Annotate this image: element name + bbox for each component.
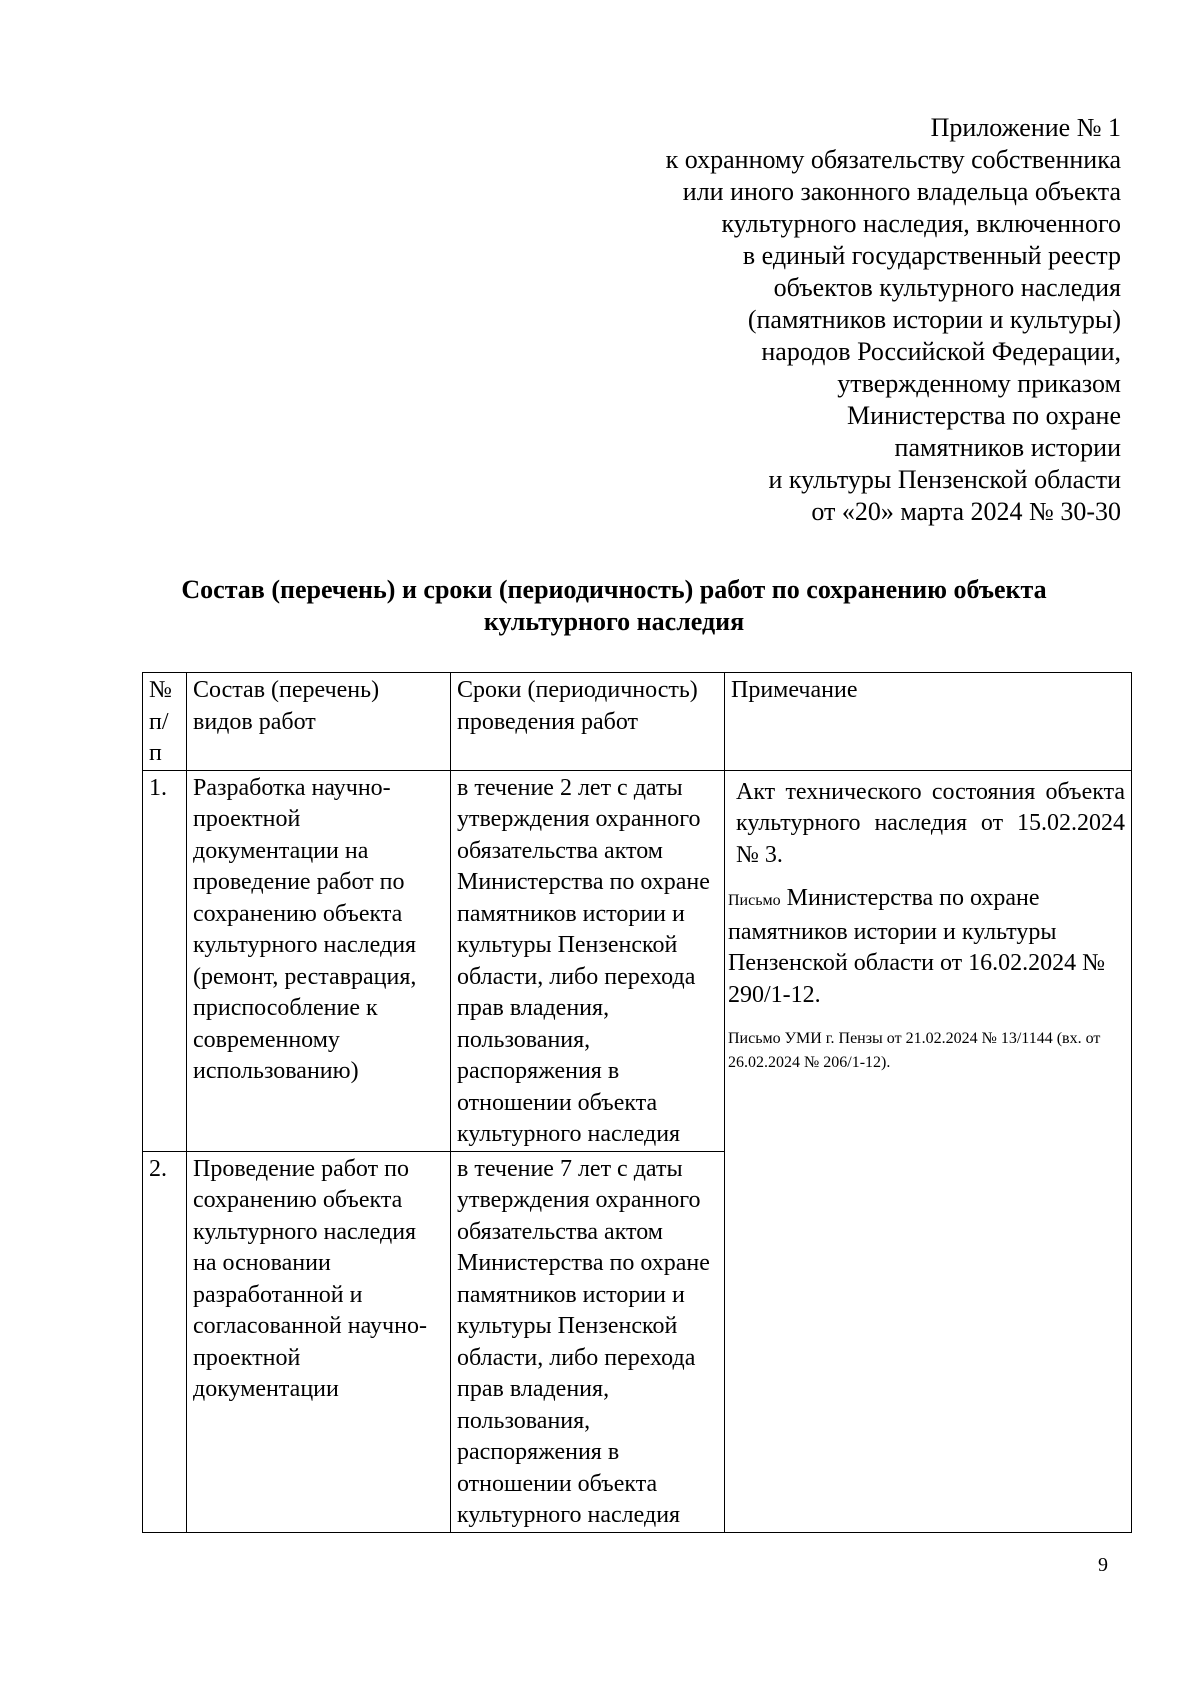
appendix-line: объектов культурного наследия (773, 273, 1121, 302)
appendix-header (666, 112, 1121, 528)
note-letter-text: Министерства по охране памятников истории и культуры Пензенской области от 16.02.2024 № 290/1-12. (728, 885, 1106, 1008)
appendix-line: памятников истории (894, 433, 1121, 462)
appendix-line: Министерства по охране (847, 401, 1121, 430)
appendix-line: и культуры Пензенской области (768, 465, 1121, 494)
row-terms: в течение 7 лет с даты утверждения охранного обязательства актом Министерства по охране памятников истории и культуры Пензенской области, либо перехода прав владения, пользования, распоряжения в отношении объекта культурного наследия (451, 1151, 725, 1532)
row-num: 2. (143, 1151, 187, 1532)
note-letter-umi: Письмо УМИ г. Пензы от 21.02.2024 № 13/1144 (вх. от 26.02.2024 № 206/1-12). (728, 1030, 1101, 1071)
appendix-line: народов Российской Федерации, (761, 337, 1121, 366)
note-act: Акт технического состояния объекта культурного наследия от 15.02.2024 № 3. (736, 778, 1125, 868)
row-works: Проведение работ по сохранению объекта культурного наследия на основании разработанной и согласованной научно-проектной документации (187, 1151, 451, 1532)
row-num: 1. (143, 770, 187, 1151)
appendix-line: Приложение № 1 (930, 113, 1121, 142)
document-title-line-2: культурного наследия (483, 607, 745, 636)
note-letter-ministry (728, 883, 1127, 1011)
table-row (143, 770, 1132, 1151)
appendix-line: (памятников истории и культуры) (747, 305, 1121, 334)
row-terms: в течение 2 лет с даты утверждения охранного обязательства актом Министерства по охране памятников истории и культуры Пензенской области, либо перехода прав владения, пользования, распоряжения в отношении объекта культурного наследия (451, 770, 725, 1151)
document-title (130, 574, 1098, 638)
header-works: Состав (перечень) видов работ (187, 673, 451, 771)
table-header-row (143, 673, 1132, 771)
appendix-line: к охранному обязательству собственника (665, 145, 1121, 174)
page-number: 9 (1098, 1554, 1108, 1576)
note-letter-prefix: Письмо (728, 892, 781, 909)
appendix-line: в единый государственный реестр (742, 241, 1121, 270)
appendix-line: от «20» марта 2024 № 30-30 (811, 497, 1121, 526)
appendix-line: утвержденному приказом (837, 369, 1121, 398)
appendix-line: культурного наследия, включенного (721, 209, 1121, 238)
document-title-line-1: Состав (перечень) и сроки (периодичность) работ по сохранению объекта (181, 575, 1047, 604)
header-terms: Сроки (периодичность) проведения работ (451, 673, 725, 771)
header-note: Примечание (725, 673, 1132, 771)
row-works: Разработка научно-проектной документации на проведение работ по сохранению объекта культурного наследия (ремонт, реставрация, приспособление к современному использованию) (187, 770, 451, 1151)
note-cell (725, 770, 1132, 1532)
appendix-line: или иного законного владельца объекта (682, 177, 1121, 206)
header-num: № п/п (143, 673, 187, 771)
works-table (142, 672, 1132, 1533)
